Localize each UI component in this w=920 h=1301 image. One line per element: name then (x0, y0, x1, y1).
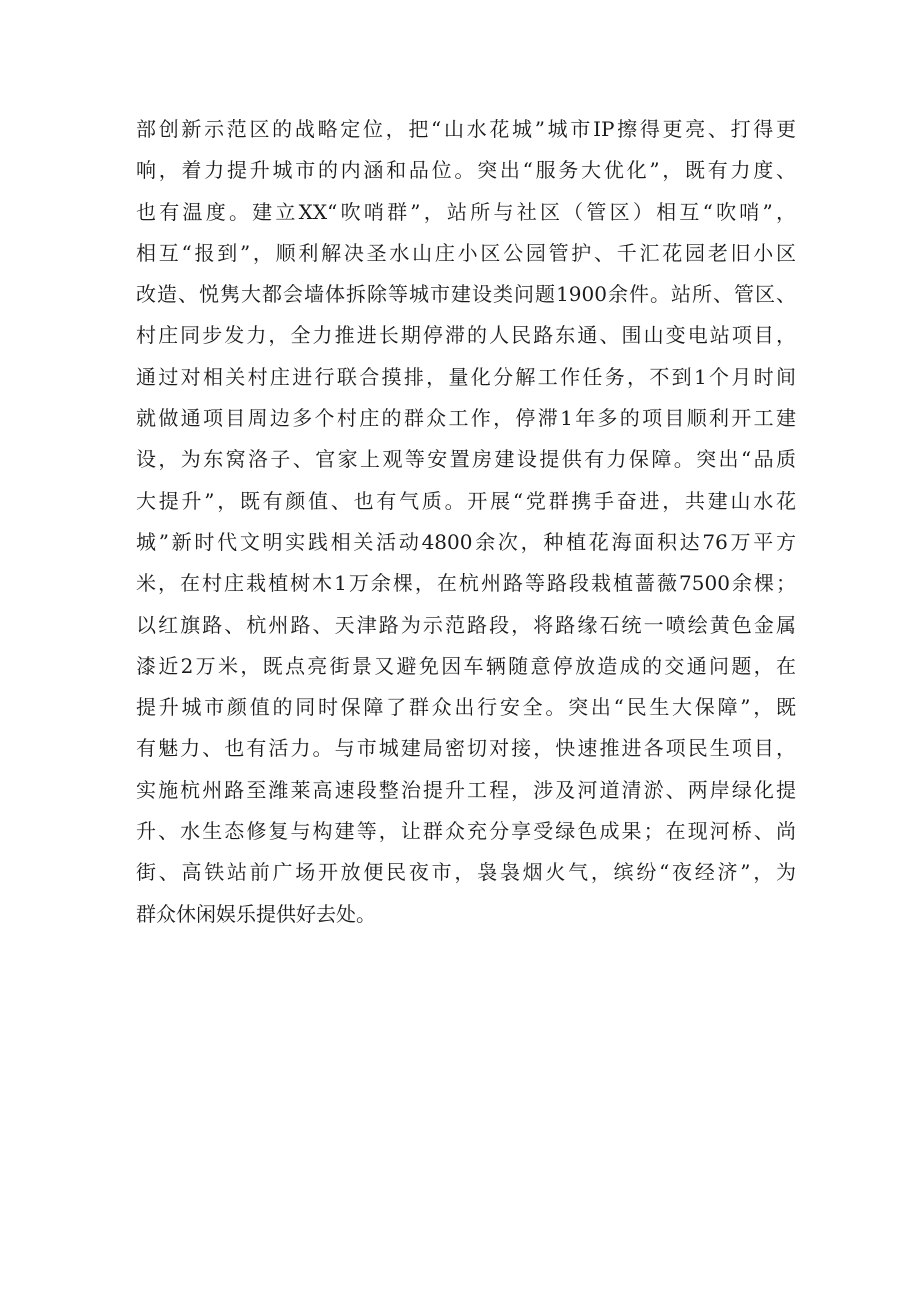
text-line: 提升城市颜值的同时保障了群众出行安全。突出“民生大保障”，既 (136, 695, 796, 720)
text-line: 有魅力、也有活力。与市城建局密切对接，快速推进各项民生项目， (136, 736, 796, 761)
text-line: 升、水生态修复与构建等，让群众充分享受绿色成果；在现河桥、尚 (136, 819, 796, 844)
text-line: 改造、悦隽大都会墙体拆除等城市建设类问题1900余件。站所、管区、 (136, 282, 796, 307)
text-line: 大提升”，既有颜值、也有气质。开展“党群携手奋进，共建山水花 (136, 488, 796, 513)
text-line: 米，在村庄栽植树木1万余棵，在杭州路等路段栽植蔷薇7500余棵； (136, 571, 796, 596)
text-line: 群众休闲娱乐提供好去处。 (136, 901, 376, 926)
text-line: 通过对相关村庄进行联合摸排，量化分解工作任务，不到1个月时间 (136, 364, 796, 389)
text-line: 也有温度。建立XX“吹哨群”，站所与社区（管区）相互“吹哨”， (136, 199, 796, 224)
text-line: 设，为东窝洛子、官家上观等安置房建设提供有力保障。突出“品质 (136, 447, 796, 472)
text-line: 城”新时代文明实践相关活动4800余次，种植花海面积达76万平方 (136, 529, 796, 554)
text-line: 漆近2万米，既点亮街景又避免因车辆随意停放造成的交通问题，在 (136, 653, 796, 678)
body-paragraph (136, 109, 796, 935)
text-line: 响，着力提升城市的内涵和品位。突出“服务大优化”，既有力度、 (136, 158, 796, 183)
text-line: 村庄同步发力，全力推进长期停滞的人民路东通、围山变电站项目， (136, 323, 796, 348)
text-line: 就做通项目周边多个村庄的群众工作，停滞1年多的项目顺利开工建 (136, 406, 796, 431)
text-line: 实施杭州路至潍莱高速段整治提升工程，涉及河道清淤、两岸绿化提 (136, 777, 796, 802)
text-line: 街、高铁站前广场开放便民夜市，袅袅烟火气，缤纷“夜经济”，为 (136, 860, 796, 885)
text-line: 相互“报到”，顺利解决圣水山庄小区公园管护、千汇花园老旧小区 (136, 240, 796, 265)
text-line: 以红旗路、杭州路、天津路为示范路段，将路缘石统一喷绘黄色金属 (136, 612, 796, 637)
text-line: 部创新示范区的战略定位，把“山水花城”城市IP擦得更亮、打得更 (136, 117, 796, 141)
